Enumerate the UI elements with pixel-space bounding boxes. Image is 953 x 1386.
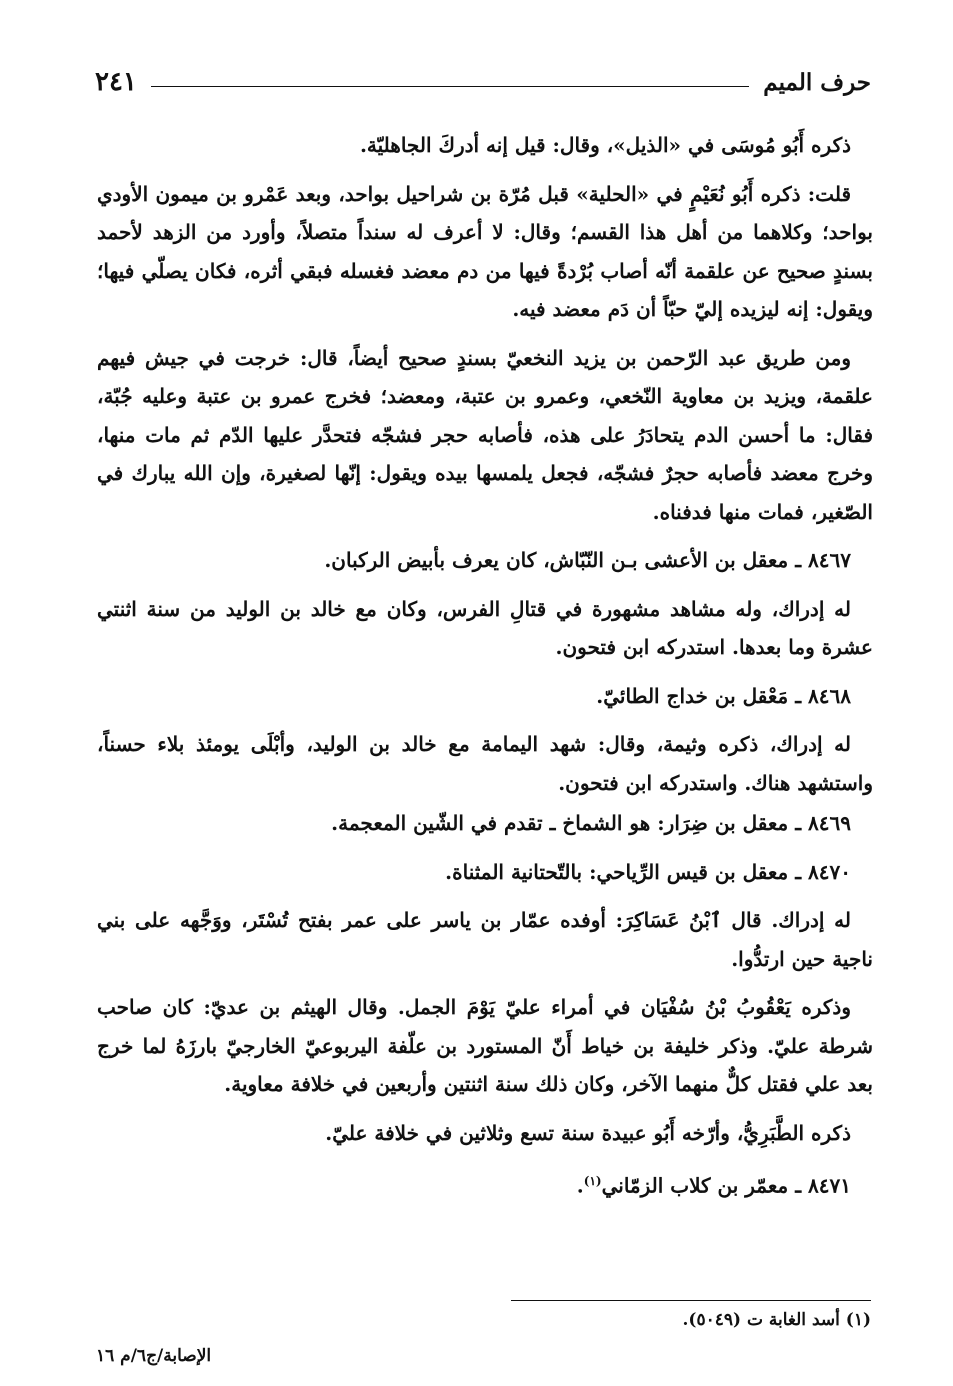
printer-signature: الإصابة/ج٦/م ١٦	[96, 1346, 212, 1366]
entry-number: ٨٤٦٨	[808, 683, 851, 708]
page-number: ٢٤١	[95, 67, 137, 97]
footnote-separator	[511, 1300, 871, 1301]
footnote: (١) أسد الغابة ت (٥٠٤٩).	[682, 1310, 871, 1330]
paragraph: ومن طريق عبد الرّحمن بن يزيد النخعيّ بسندٍ صحيح أيضاً، قال: خرجت في جيش فيهم علقمة، ويزيد بن معاوية النّخعي، وعمرو بن عتبة، ومعضد؛ فخرج عمرو بن عتبة وعليه جُبّة، فقال: ما أحسن الدم يتحادَرُ على هذه، فأصابه حجر فشجّه فتحدَّر عليها الدّم ثم مات منها، وخرج معضد فأصابه حجرٌ فشجّه، فجعل يلمسها بيده ويقول: إنّها لصغيرة، وإن الله يبارك في الصّغير، فمات منها فدفناه.	[97, 345, 874, 524]
entry-name: معقل بن قيس الرِّياحي	[596, 859, 789, 884]
header-rule	[151, 86, 749, 87]
biography-entry-heading: ٨٤٦٧ ـ معقل بن الأعشى بـن النّبّاش، كان يعرف بأبيض الركبان.	[324, 548, 851, 572]
entry-rest: .	[596, 683, 604, 708]
entry-number: ٨٤٦٩	[808, 811, 851, 835]
entry-number: ٨٤٦٧	[808, 548, 851, 572]
main-text	[97, 126, 873, 1215]
paragraph: ذكره أَبُو مُوسَى في «الذيل»، وقال: قيل إنه أدركَ الجاهليّة.	[359, 133, 851, 157]
biography-entry-heading: ٨٤٧١ ـ معمّر بن كلاب الزمّاني$^{(١)}$.	[576, 1173, 851, 1198]
entry-rest: : بالتّحتانية المثناة.	[445, 859, 597, 884]
running-header	[95, 62, 871, 102]
entry-name: معمّر بن كلاب الزمّاني	[601, 1173, 789, 1198]
paragraph: له إدراك. قال ٱبْنُ عَسَاكِرَ: أوفده عمّار بن ياسر على عمر بفتح تُسْتَر، ووَجَّهه على بني ناجية حين ارتدُّوا.	[97, 908, 873, 971]
biography-entry-heading: ٨٤٧٠ ـ معقل بن قيس الرِّياحي: بالتّحتانية المثناة.	[445, 859, 851, 884]
footnote-reference: (١)	[583, 1174, 602, 1188]
paragraph: له إدراك، وله مشاهد مشهورة في قتالِ الفرس، وكان مع خالد بن الوليد من سنة اثنتي عشرة وما بعدها. استدركه ابن فتحون.	[97, 596, 873, 659]
paragraph: له إدراك، ذكره وثيمة، وقال: شهد اليمامة مع خالد بن الوليد، وأبْلَى يومئذ بلاء حسناً، واستشهد هناك. واستدركه ابن فتحون.	[97, 732, 873, 795]
entry-rest: .	[576, 1173, 584, 1198]
paragraph: قلت: ذكره أَبُو نُعَيْمٍ في «الحلية» قبل مُرّة بن شراحيل بواحد، وبعد عَمْرو بن ميمون الأودي بواحد؛ وكلاهما من أهل هذا القسم؛ وقال: لا أعرف له سنداً متصلاً، وأورد من الزهد لأحمد بسندٍ صحيح عن علقمة أنّه أصاب بُرْدةً فيها من دم معضد فغسله فبقي أثره، فكان يصلّي فيها؛ ويقول: إنه ليزيده إليّ حبّاً أن دَم معضد فيه.	[97, 181, 873, 321]
biography-entry-heading: ٨٤٦٨ ـ مَعْقل بن خداج الطائيّ.	[596, 683, 851, 708]
chapter-title: حرف الميم	[763, 68, 871, 96]
entry-rest: : هو الشماخ ـ تقدم في الشّين المعجمة.	[331, 811, 665, 835]
entry-number: ٨٤٧٠	[808, 859, 851, 884]
paragraph: ذكره الطَّبَرِيُّ، وأرّخه أَبُو عبيدة سنة تسع وثلاثين في خلافة عليّ.	[325, 1120, 851, 1145]
entry-name: معقل بن الأعشى	[644, 548, 789, 572]
entry-number: ٨٤٧١	[808, 1173, 851, 1198]
biography-entry-heading: ٨٤٦٩ ـ معقل بن ضِرَار: هو الشماخ ـ تقدم في الشّين المعجمة.	[331, 811, 851, 835]
entry-rest: بـن النّبّاش، كان يعرف بأبيض الركبان.	[324, 548, 645, 572]
entry-name: مَعْقل بن خداج الطائيّ	[603, 683, 789, 708]
entry-name: معقل بن ضِرَار	[664, 811, 789, 835]
paragraph: وذكره يَعْقُوبُ بْنُ سُفْيَان في أمراء عليّ يَوْمَ الجمل. وقال الهيثم بن عديّ: كان صاحب شرطة عليّ. وذكر خليفة بن خياط أَنّ المستورد بن علّفة اليربوعيّ الخارجيّ بارزَهُ لما خرج بعد علي فقتل كلٌّ منهما الآخر، وكان ذلك سنة اثنتين وأربعين في خلافة معاوية.	[97, 995, 874, 1096]
